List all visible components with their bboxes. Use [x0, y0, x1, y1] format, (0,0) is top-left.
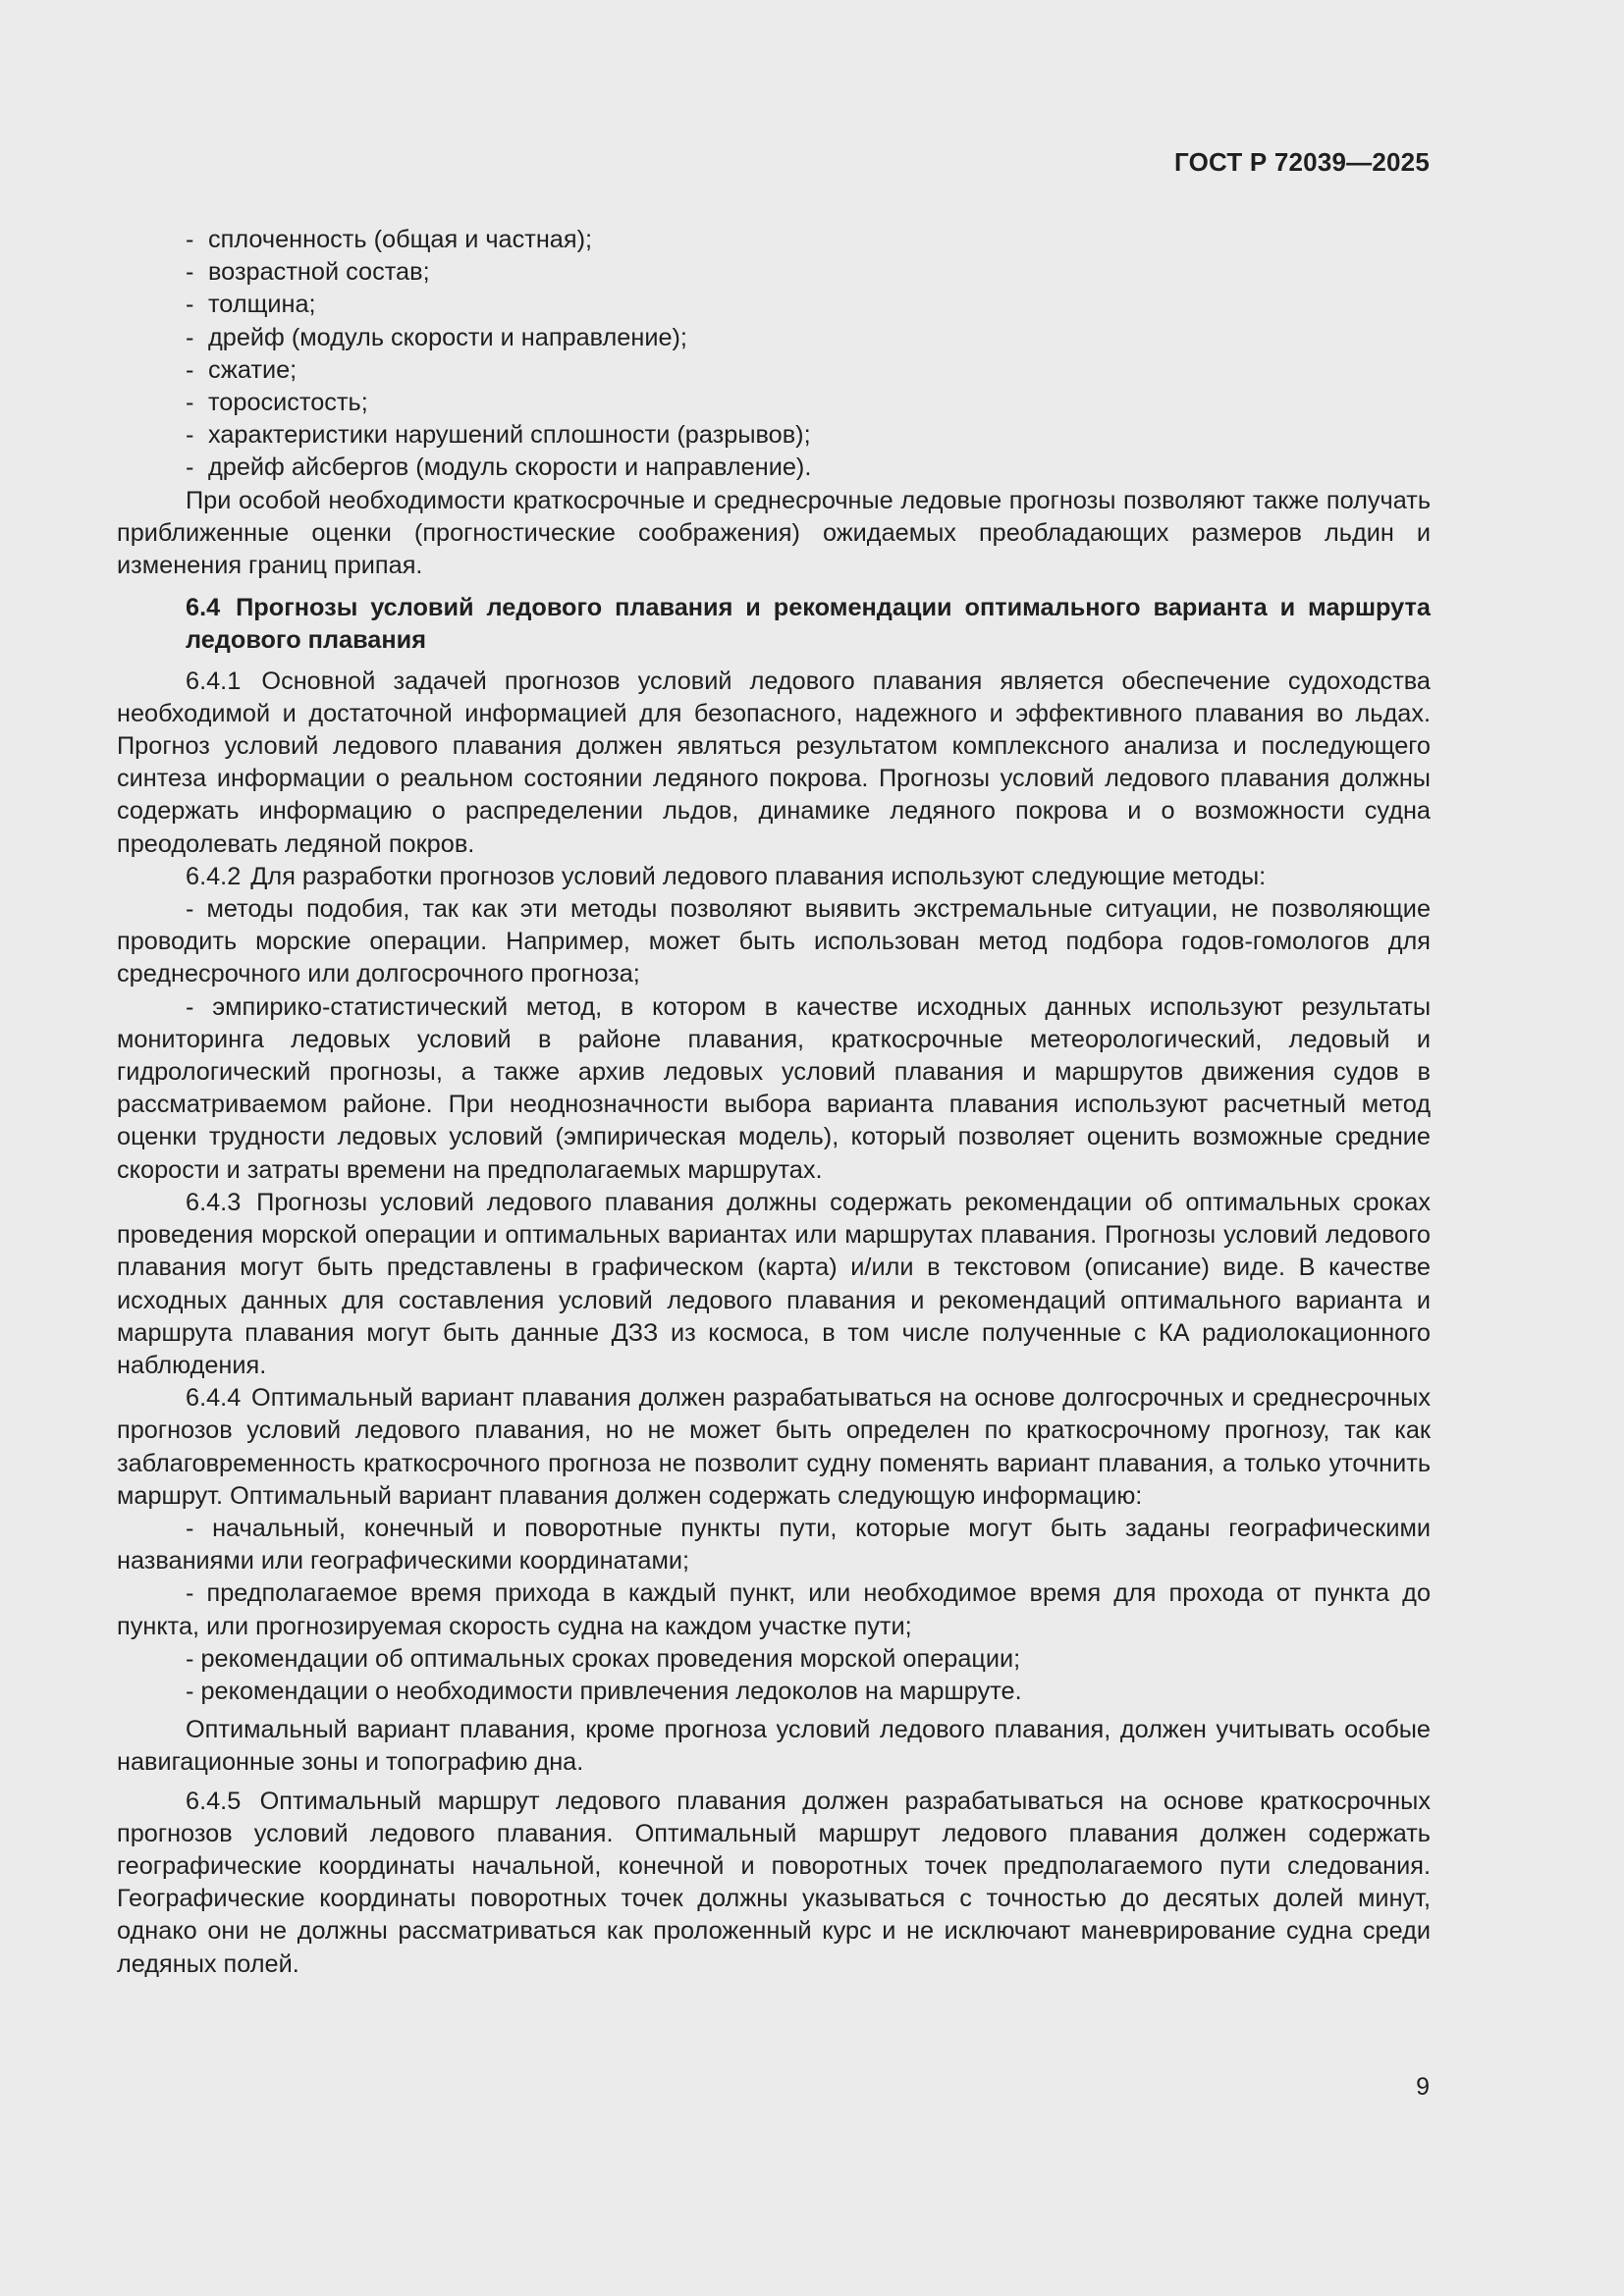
section-title: Прогнозы условий ледового плавания и рекомендации оптимального варианта и маршрута ледового плавания [186, 594, 1431, 655]
paragraph-intro: При особой необходимости краткосрочные и среднесрочные ледовые прогнозы позволяют также получать приближенные оценки (прогностические соображения) ожидаемых преобладающих размеров льдин и изменения границ припая. [117, 486, 1431, 580]
section-heading [117, 592, 1431, 657]
paragraph-6-4-5: 6.4.5 Оптимальный маршрут ледового плавания должен разрабатываться на основе краткосрочных прогнозов условий ледового плавания. Оптимальный маршрут ледового плавания должен содержать географические координаты начальной, конечной и поворотных точек предполагаемого пути следования. Географические координаты поворотных точек должны указываться с точностью до десятых долей минут, однако они не должны рассматриваться как проложенный курс и не исключают маневрирование судна среди ледяных полей. [117, 1787, 1431, 1978]
list-item: - сжатие; [186, 355, 298, 384]
list-item: - начальный, конечный и поворотные пункты пути, которые могут быть заданы географическими названиями или географическими координатами; [117, 1514, 1431, 1575]
list-item: - толщина; [186, 291, 316, 319]
paragraph-6-4-4: 6.4.4 Оптимальный вариант плавания должен разрабатываться на основе долгосрочных и среднесрочных прогнозов условий ледового плавания, но не может быть определен по краткосрочному прогнозу, так как заблаговременность краткосрочного прогноза не позволит судну поменять вариант плавания, а только уточнить маршрут. Оптимальный вариант плавания должен содержать следующую информацию: [117, 1384, 1432, 1510]
paragraph-6-4-2: 6.4.2 Для разработки прогнозов условий ледового плавания используют следующие методы: [186, 862, 1267, 890]
page-number: 9 [1416, 2073, 1430, 2101]
document-id-header: ГОСТ Р 72039—2025 [1174, 147, 1430, 177]
document-body [117, 224, 1431, 1981]
paragraph-6-4-4-closing: Оптимальный вариант плавания, кроме прогноза условий ледового плавания, должен учитывать особые навигационные зоны и топографию дна. [117, 1716, 1431, 1777]
paragraph-6-4-3: 6.4.3 Прогнозы условий ледового плавания должны содержать рекомендации об оптимальных сроках проведения морской операции и оптимальных вариантах или маршрутах плавания. Прогнозы условий ледового плавания могут быть представлены в графическом (карта) и/или в текстовом (описание) виде. В качестве исходных данных для составления условий ледового плавания и рекомендаций оптимального варианта и маршрута плавания могут быть данные ДЗЗ из космоса, в том числе полученные с КА радиолокационного наблюдения. [117, 1188, 1432, 1379]
paragraph-6-4-1: 6.4.1 Основной задачей прогнозов условий ледового плавания является обеспечение судоходства необходимой и достаточной информацией для безопасного, надежного и эффективного плавания во льдах. Прогноз условий ледового плавания должен являться результатом комплексного анализа и последующего синтеза информации о реальном состоянии ледяного покрова. Прогнозы условий ледового плавания должны содержать информацию о распределении льдов, динамике ледяного покрова и о возможности судна преодолевать ледяной покров. [117, 667, 1432, 858]
list-item: - дрейф (модуль скорости и направление); [186, 323, 687, 351]
list-item: - возрастной состав; [186, 258, 430, 287]
list-item: - сплоченность (общая и частная); [186, 226, 593, 253]
list-item: - эмпирико-статистический метод, в котором в качестве исходных данных используют результаты мониторинга ледовых условий в районе плавания, краткосрочные метеорологический, ледовый и гидрологический прогнозы, а также архив ледовых условий плавания и маршрутов движения судов в рассматриваемом районе. При неоднозначности выбора варианта плавания используют расчетный метод оценки трудности ледовых условий (эмпирическая модель), который позволяет оценить возможные средние скорости и затраты времени на предполагаемых маршрутах. [117, 992, 1431, 1184]
list-item: - характеристики нарушений сплошности (разрывов); [186, 421, 811, 450]
list-item: - методы подобия, так как эти методы позволяют выявить экстремальные ситуации, не позволяющие проводить морские операции. Например, может быть использован метод подбора годов-гомологов для среднесрочного или долгосрочного прогноза; [117, 895, 1432, 988]
intro-list [117, 224, 1431, 485]
list-item: - рекомендации о необходимости привлечения ледоколов на маршруте. [186, 1677, 1022, 1705]
list-item: - рекомендации об оптимальных сроках проведения морской операции; [186, 1644, 1021, 1673]
list-item: - дрейф айсбергов (модуль скорости и направление). [186, 454, 812, 482]
list-item: - торосистость; [186, 389, 368, 417]
section-number: 6.4 [186, 594, 221, 622]
list-item: - предполагаемое время прихода в каждый пункт, или необходимое время для прохода от пункта до пункта, или прогнозируемая скорость судна на каждом участке пути; [117, 1579, 1432, 1640]
